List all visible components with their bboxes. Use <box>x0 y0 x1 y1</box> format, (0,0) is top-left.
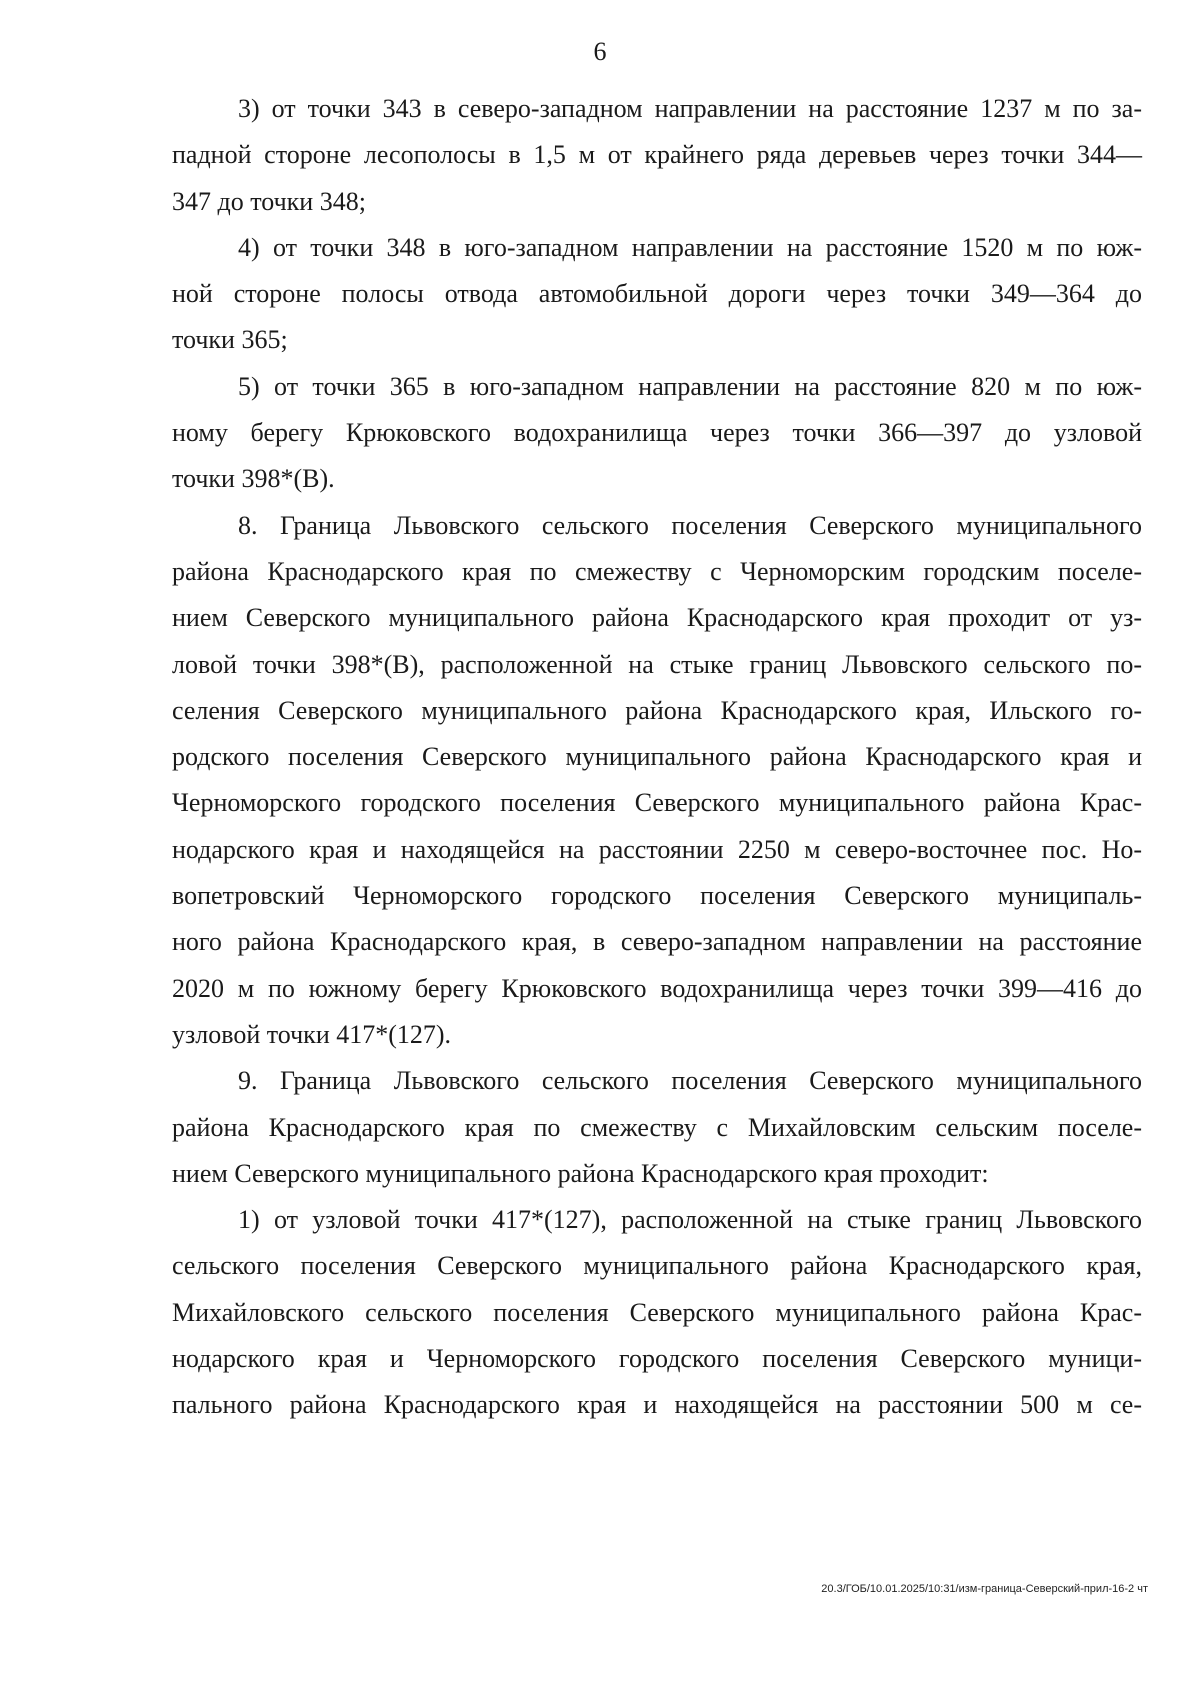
text-line: ному берегу Крюковского водохранилища через точки 366—397 до узловой <box>172 418 1142 448</box>
text-line: нодарского края и Черноморского городского поселения Северского муници- <box>172 1344 1142 1374</box>
paragraph <box>172 1058 1142 1197</box>
text-line: нием Северского муниципального района Краснодарского края проходит: <box>172 1158 989 1188</box>
text-line: сельского поселения Северского муниципального района Краснодарского края, <box>172 1251 1142 1281</box>
text-line: района Краснодарского края по смежеству с Михайловским сельским поселе- <box>172 1112 1142 1142</box>
text-line: падной стороне лесополосы в 1,5 м от крайнего ряда деревьев через точки 344— <box>172 140 1142 170</box>
text-line: селения Северского муниципального района Краснодарского края, Ильского го- <box>172 695 1142 725</box>
text-line: точки 398*(В). <box>172 464 335 494</box>
paragraph <box>172 86 1142 225</box>
paragraph <box>172 364 1142 503</box>
text-line: 3) от точки 343 в северо-западном направлении на расстояние 1237 м по за- <box>238 94 1142 123</box>
document-footer: 20.3/ГОБ/10.01.2025/10:31/изм-граница-Северский-прил-16-2 чт <box>821 1583 1148 1595</box>
text-line: 347 до точки 348; <box>172 186 366 216</box>
text-line: узловой точки 417*(127). <box>172 1019 452 1049</box>
paragraph <box>172 503 1142 1059</box>
paragraph <box>172 1197 1142 1428</box>
document-body <box>172 86 1142 1429</box>
text-line: 2020 м по южному берегу Крюковского водохранилища через точки 399—416 до <box>172 973 1142 1003</box>
text-line: точки 365; <box>172 325 288 355</box>
text-line: 8. Граница Львовского сельского поселения Северского муниципального <box>238 510 1142 540</box>
text-line: Черноморского городского поселения Северского муниципального района Крас- <box>172 788 1142 818</box>
text-line: района Краснодарского края по смежеству с Черноморским городским поселе- <box>172 556 1142 586</box>
page-number: 6 <box>593 37 607 66</box>
text-line: Михайловского сельского поселения Северского муниципального района Крас- <box>172 1297 1142 1327</box>
text-line: нием Северского муниципального района Краснодарского края проходит от уз- <box>172 603 1142 633</box>
text-line: 1) от узловой точки 417*(127), расположенной на стыке границ Львовского <box>238 1205 1142 1235</box>
text-line: 4) от точки 348 в юго-западном направлении на расстояние 1520 м по юж- <box>238 232 1142 262</box>
text-line: ной стороне полосы отвода автомобильной дороги через точки 349—364 до <box>172 279 1142 309</box>
text-line: нодарского края и находящейся на расстоянии 2250 м северо-восточнее пос. Но- <box>172 834 1142 864</box>
text-line: ного района Краснодарского края, в северо-западном направлении на расстояние <box>172 927 1142 957</box>
text-line: ловой точки 398*(В), расположенной на стыке границ Львовского сельского по- <box>172 649 1142 679</box>
paragraph <box>172 225 1142 364</box>
text-line: 9. Граница Львовского сельского поселения Северского муниципального <box>238 1066 1142 1096</box>
text-line: вопетровский Черноморского городского поселения Северского муниципаль- <box>172 881 1142 911</box>
text-line: родского поселения Северского муниципального района Краснодарского края и <box>172 742 1142 772</box>
text-line: 5) от точки 365 в юго-западном направлении на расстояние 820 м по юж- <box>238 371 1142 401</box>
text-line: пального района Краснодарского края и находящейся на расстоянии 500 м се- <box>172 1390 1142 1420</box>
